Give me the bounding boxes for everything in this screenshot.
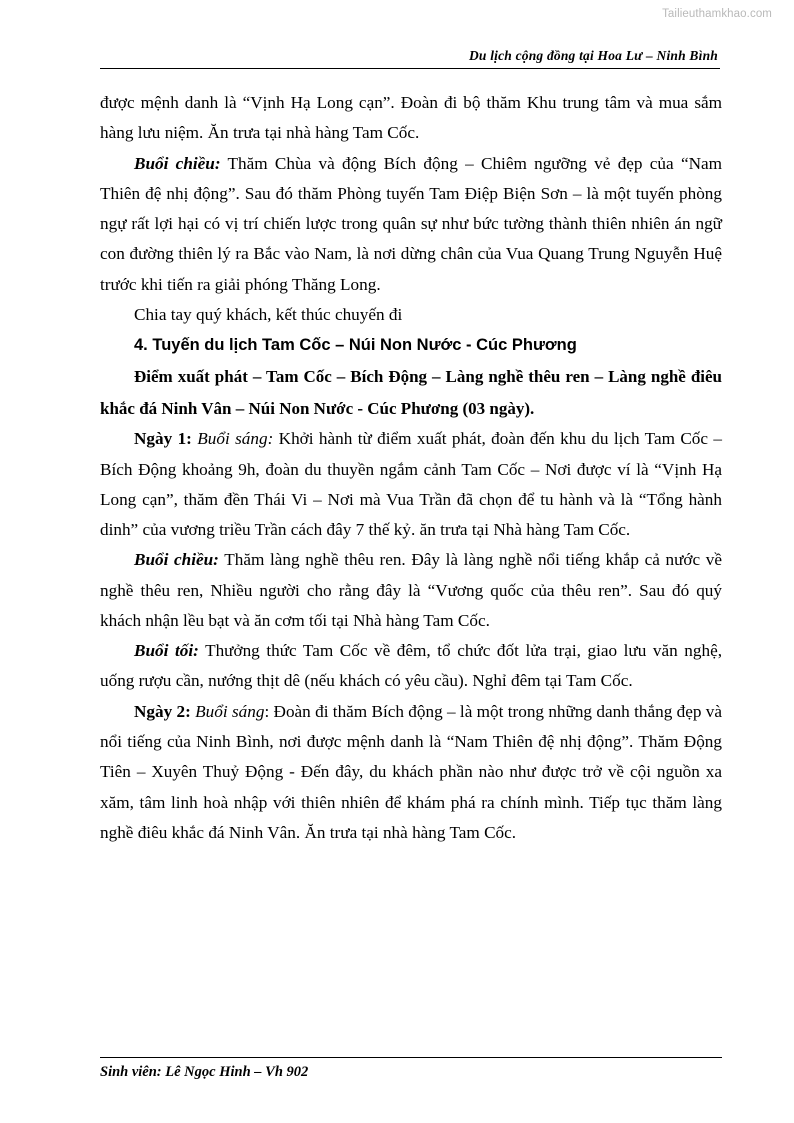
label-buoi-sang-1: Buổi sáng:: [191, 429, 274, 449]
header-divider: [100, 68, 720, 69]
page-footer: [100, 1057, 722, 1081]
label-buoi-toi-1: Buổi tối:: [134, 641, 199, 661]
paragraph-afternoon-day-prev: Buổi chiều: Thăm Chùa và động Bích động – Chiêm ngưỡng vẻ đẹp của “Nam Thiên đệ nhị động”. Sau đó thăm Phòng tuyến Tam Điệp Biện Sơn – là một tuyến phòng ngự rất lợi hại có vị trí chiến lược trong quân sự như bức tường thành thiên nhiên án ngữ con đường thiên lý ra Bắc vào Nam, là nơi dừng chân của Vua Quang Trung Nguyễn Huệ trước khi tiến ra giải phóng Thăng Long.: [100, 153, 722, 294]
footer-text: Sinh viên: Lê Ngọc Hinh – Vh 902: [100, 1064, 309, 1080]
label-buoi-chieu: Buổi chiều:: [134, 153, 221, 173]
route-heading: Điểm xuất phát – Tam Cốc – Bích Động – Làng nghề thêu ren – Làng nghề điêu khắc đá Ninh Vân – Núi Non Nước - Cúc Phương (03 ngày).: [100, 367, 722, 418]
paragraph-day1-morning: Ngày 1: Buổi sáng: Khởi hành từ điểm xuất phát, đoàn đến khu du lịch Tam Cốc – Bích Động khoảng 9h, đoàn du thuyền ngắm cảnh Tam Cốc – Nơi được ví là “Vịnh Hạ Long cạn”, thăm đền Thái Vi – Nơi mà Vua Trần đã chọn để tu hành và là “Tổng hành dinh” của vương triều Trần cách đây 7 thế kỷ. ăn trưa tại Nhà hàng Tam Cốc.: [100, 429, 722, 540]
footer-divider: [100, 1057, 722, 1058]
header-title: Du lịch cộng đồng tại Hoa Lư – Ninh Bình: [468, 48, 718, 63]
label-ngay-2: Ngày 2:: [134, 701, 191, 721]
label-buoi-chieu-1: Buổi chiều:: [134, 550, 219, 570]
page-header: [100, 48, 720, 69]
watermark-text: Tailieuthamkhao.com: [662, 8, 772, 20]
label-ngay-1: Ngày 1:: [134, 429, 192, 449]
label-buoi-sang-2: Buổi sáng: [190, 701, 265, 721]
document-body: [100, 88, 722, 848]
paragraph-day1-afternoon: Buổi chiều: Thăm làng nghề thêu ren. Đây là làng nghề nổi tiếng khắp cả nước về nghề thêu ren, Nhiều người cho rằng đây là “Vương quốc của thêu ren”. Sau đó quý khách nhận lều bạt và ăn cơm tối tại Nhà hàng Tam Cốc.: [100, 550, 722, 630]
paragraph-farewell: Chia tay quý khách, kết thúc chuyến đi: [134, 304, 403, 324]
section-heading-4: 4. Tuyến du lịch Tam Cốc – Núi Non Nước - Cúc Phương: [134, 336, 577, 355]
paragraph-continuation: được mệnh danh là “Vịnh Hạ Long cạn”. Đoàn đi bộ thăm Khu trung tâm và mua sắm hàng lưu niệm. Ăn trưa tại nhà hàng Tam Cốc.: [100, 93, 722, 143]
paragraph-day2-morning: Ngày 2: Buổi sáng: Đoàn đi thăm Bích động – là một trong những danh thắng đẹp và nổi tiếng của Ninh Bình, nơi được mệnh danh là “Nam Thiên đệ nhị động”. Thăm Động Tiên – Xuyên Thuỷ Động - Đến đây, du khách phần nào như được trở về cội nguồn xa xăm, tâm linh hoà nhập với thiên nhiên để khám phá ra chính mình. Tiếp tục thăm làng nghề điêu khắc đá Ninh Vân. Ăn trưa tại nhà hàng Tam Cốc.: [100, 701, 722, 842]
paragraph-day1-evening: Buổi tối: Thưởng thức Tam Cốc về đêm, tổ chức đốt lửa trại, giao lưu văn nghệ, uống rượu cần, nướng thịt dê (nếu khách có yêu cầu). Nghỉ đêm tại Tam Cốc.: [100, 641, 722, 691]
